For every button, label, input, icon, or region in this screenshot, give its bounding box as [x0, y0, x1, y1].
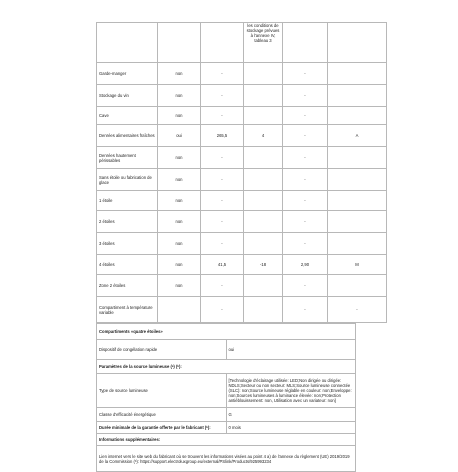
cell-c2: non: [158, 191, 201, 211]
table-row: [97, 297, 387, 323]
table-row: [97, 85, 387, 107]
cell-c4: [244, 191, 283, 211]
cell-label: Stockage du vin: [97, 85, 158, 107]
cell-c2: non: [158, 85, 201, 107]
cell-c4: [244, 169, 283, 191]
cell-c4: [244, 63, 283, 85]
cell-c4: [244, 147, 283, 169]
cell-c3: 265,5: [201, 125, 244, 147]
storage-table: [96, 22, 387, 323]
cell-c5: -: [283, 147, 328, 169]
cell-c2: oui: [158, 125, 201, 147]
table-row: [97, 169, 387, 191]
cell-c5: 2,90: [283, 255, 328, 275]
cell-c4: [244, 275, 283, 297]
table-row: [97, 63, 387, 85]
cell-c6: [328, 63, 387, 85]
rapid-freeze-row: Dispositif de congélation rapide oui: [97, 340, 356, 360]
energy-class-row: Classe d'efficacité énergétique G: [97, 408, 356, 422]
table-row: [97, 255, 387, 275]
table-header-row: [97, 23, 387, 63]
cell-c5: -: [283, 297, 328, 323]
cell-c3: -: [201, 191, 244, 211]
cell-c3: -: [201, 211, 244, 233]
cell-c3: -: [201, 107, 244, 125]
cell-c5: -: [283, 63, 328, 85]
cell-c5: -: [283, 85, 328, 107]
cell-c6: [328, 233, 387, 255]
cell-c3: -: [201, 233, 244, 255]
cell-label: 2 étoiles: [97, 211, 158, 233]
cell-c3: -: [201, 85, 244, 107]
table-row: [97, 191, 387, 211]
cell-c4: [244, 107, 283, 125]
table-row: [97, 125, 387, 147]
table-row: [97, 147, 387, 169]
light-source-type-row: Type de source lumineuse [Technologie d'éclairage utilisée: LED;Non dirigée ou dirigée: NDLS;Secteur ou non secteur: MLS;Source lumineuse connectée (SLC): non;Source lumineuse réglable en couleur: non;Enveloppe: non;Sources lumineuses à luminance élevée: non;Protection antiéblouissement: non, Utilisation avec un variateur: non]: [97, 374, 356, 408]
cell-c6: -: [328, 297, 387, 323]
cell-label: Zone 2 étoiles: [97, 275, 158, 297]
section-warranty: Durée minimale de la garantie offerte par le fabricant (ᵇ): 0 mois: [97, 422, 356, 434]
cell-c3: -: [201, 275, 244, 297]
cell-c5: -: [283, 211, 328, 233]
cell-c5: -: [283, 275, 328, 297]
cell-c5: -: [283, 191, 328, 211]
cell-c6: M: [328, 255, 387, 275]
cell-c6: [328, 147, 387, 169]
cell-c3: -: [201, 169, 244, 191]
cell-c2: non: [158, 275, 201, 297]
cell-label: Garde-manger: [97, 63, 158, 85]
cell-label: Cave: [97, 107, 158, 125]
table-row: [97, 233, 387, 255]
cell-c5: -: [283, 169, 328, 191]
cell-c2: non: [158, 107, 201, 125]
cell-c5: -: [283, 107, 328, 125]
cell-label: Sans étoile ou fabrication de glace: [97, 169, 158, 191]
cell-label: 3 étoiles: [97, 233, 158, 255]
cell-c6: [328, 107, 387, 125]
document-page: [96, 22, 359, 472]
cell-c2: non: [158, 169, 201, 191]
cell-c2: non: [158, 233, 201, 255]
cell-c3: -: [201, 147, 244, 169]
cell-label: Denrées hautement périssables: [97, 147, 158, 169]
cell-c4: [244, 233, 283, 255]
section-additional-info: Informations supplémentaires:: [97, 434, 356, 446]
cell-c3: -: [201, 297, 244, 323]
section-light-source: Paramètres de la source lumineuse (ᵃ) (ᵇ):: [97, 360, 356, 374]
cell-c3: -: [201, 63, 244, 85]
cell-c6: [328, 191, 387, 211]
section-four-star: Compartiments «quatre étoiles»: [97, 324, 356, 340]
cell-c6: A: [328, 125, 387, 147]
storage-conditions-note: les conditions de stockage prévues à l'annexe IV, tableau 3: [244, 23, 283, 63]
cell-label: Compartiment à température variable: [97, 297, 158, 323]
cell-c5: -: [283, 125, 328, 147]
cell-label: 1 étoile: [97, 191, 158, 211]
cell-c4: -18: [244, 255, 283, 275]
cell-c3: 41,5: [201, 255, 244, 275]
cell-c2: non: [158, 255, 201, 275]
additional-info-row: Lien internet vers le site web du fabricant où se trouvent les informations visées au point 4 a) de l'annexe du règlement (UE) 2019/2019 de la Commission (ᵇ): https://support.electroluxgroup.eu/external/PSlink/Products/925993234: [97, 446, 356, 472]
cell-c2: non: [158, 147, 201, 169]
cell-c4: [244, 85, 283, 107]
cell-c2: non: [158, 63, 201, 85]
cell-c2: [158, 297, 201, 323]
table-row: [97, 211, 387, 233]
cell-label: 4 étoiles: [97, 255, 158, 275]
cell-c4: 4: [244, 125, 283, 147]
cell-label: Denrées alimentaires fraîches: [97, 125, 158, 147]
cell-c4: [244, 297, 283, 323]
details-table: [96, 323, 356, 472]
cell-c4: [244, 211, 283, 233]
table-row: [97, 107, 387, 125]
cell-c5: -: [283, 233, 328, 255]
table-row: [97, 275, 387, 297]
cell-c6: [328, 169, 387, 191]
cell-c6: [328, 85, 387, 107]
cell-c6: [328, 211, 387, 233]
cell-c6: [328, 275, 387, 297]
cell-c2: non: [158, 211, 201, 233]
